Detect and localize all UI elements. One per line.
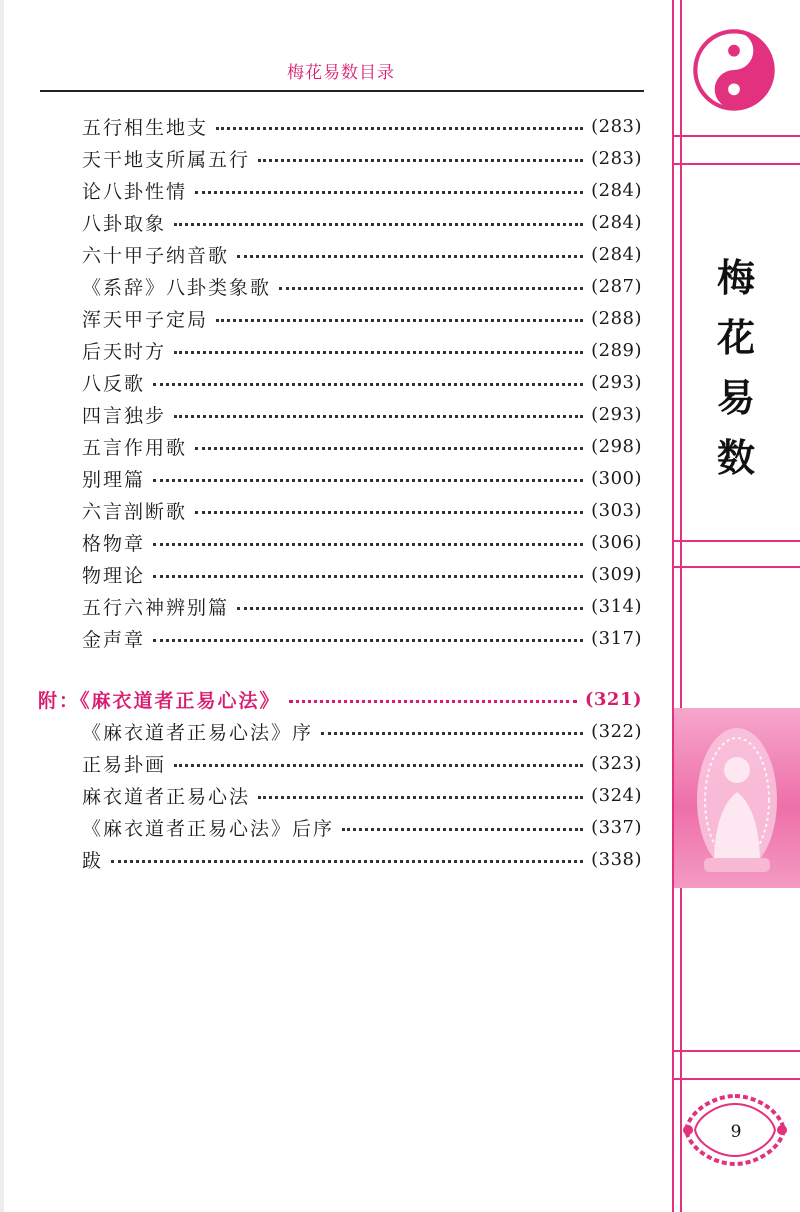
toc-appendix-title: 附：《麻衣道者正易心法》: [38, 689, 281, 712]
toc-entry[interactable]: [82, 207, 642, 237]
toc-entry-page: (303): [591, 499, 642, 521]
toc-entry[interactable]: [82, 239, 642, 269]
toc-entry-page: (289): [591, 339, 642, 361]
leader-dots: [174, 223, 583, 226]
sidebar-rule: [672, 566, 800, 568]
toc-entry[interactable]: [82, 559, 642, 589]
toc-entry[interactable]: [82, 812, 642, 842]
toc-entry[interactable]: [82, 399, 642, 429]
toc-entry[interactable]: [82, 780, 642, 810]
toc-entry-page: (293): [591, 403, 642, 425]
toc-entry[interactable]: [82, 527, 642, 557]
toc-entry[interactable]: [82, 716, 642, 746]
toc-entry-title: 论八卦性情: [82, 180, 188, 203]
toc-entry-page: (283): [591, 115, 642, 137]
spine-char: 花: [716, 315, 755, 360]
toc-entry-title: 跋: [82, 849, 104, 872]
toc-entry[interactable]: [82, 495, 642, 525]
buddha-statue-image: [674, 708, 800, 888]
leader-dots: [111, 860, 583, 863]
toc-entry[interactable]: [82, 591, 642, 621]
toc-entry-page: (298): [591, 435, 642, 457]
toc-appendix-heading[interactable]: [38, 684, 642, 714]
toc-entry[interactable]: [82, 303, 642, 333]
toc-entry-page: (284): [591, 243, 642, 265]
toc-entry-page: (309): [591, 563, 642, 585]
toc-entry-page: (283): [591, 147, 642, 169]
leader-dots: [321, 732, 583, 735]
toc-entry[interactable]: [82, 271, 642, 301]
toc-entry-page: (284): [591, 179, 642, 201]
leader-dots: [258, 159, 583, 162]
toc-entry-page: (314): [591, 595, 642, 617]
toc-entry[interactable]: [82, 367, 642, 397]
toc-entry[interactable]: [82, 335, 642, 365]
toc-entry-title: 八卦取象: [82, 212, 167, 235]
sidebar-border-inner: [680, 0, 682, 1212]
toc-entry-page: (337): [591, 816, 642, 838]
leader-dots: [153, 639, 583, 642]
leader-dots: [279, 287, 583, 290]
toc-entry-title: 物理论: [82, 564, 146, 587]
toc-entry-page: (287): [591, 275, 642, 297]
toc-entry-page: (284): [591, 211, 642, 233]
buddha-statue-icon: [674, 708, 800, 888]
toc-entry[interactable]: [82, 844, 642, 874]
page-number: 9: [730, 1122, 742, 1142]
toc-entry-title: 八反歌: [82, 372, 146, 395]
leader-dots: [153, 383, 583, 386]
leader-dots: [195, 447, 583, 450]
toc-entry-title: 麻衣道者正易心法: [82, 785, 251, 808]
toc-entry-page: (288): [591, 307, 642, 329]
sidebar-rule: [672, 163, 800, 165]
toc-entry-page: (293): [591, 371, 642, 393]
leader-dots: [153, 575, 583, 578]
toc-entry-title: 《麻衣道者正易心法》序: [82, 721, 314, 744]
leader-dots: [174, 415, 583, 418]
toc-entry-title: 格物章: [82, 532, 146, 555]
toc-entry-title: 《麻衣道者正易心法》后序: [82, 817, 335, 840]
toc-entry[interactable]: [82, 431, 642, 461]
toc-entry-title: 后天时方: [82, 340, 167, 363]
taiji-icon: [692, 28, 776, 112]
toc-entry-title: 金声章: [82, 628, 146, 651]
sidebar-rule: [672, 1078, 800, 1080]
sidebar-rule: [672, 540, 800, 542]
toc-entry[interactable]: [82, 623, 642, 653]
spine-title: [672, 248, 800, 488]
leader-dots: [258, 796, 583, 799]
toc-entry[interactable]: [82, 463, 642, 493]
toc-appendix-page: (321): [584, 688, 642, 710]
toc-entry-title: 四言独步: [82, 404, 167, 427]
spine-char: 梅: [716, 255, 755, 300]
spine-char: 易: [716, 375, 755, 420]
toc-entry-title: 别理篇: [82, 468, 146, 491]
toc-entry-title: 五行相生地支: [82, 116, 209, 139]
leader-dots: [195, 511, 583, 514]
leader-dots: [153, 543, 583, 546]
page-header-title: 梅花易数目录: [287, 63, 395, 83]
leader-dots: [237, 255, 583, 258]
leader-dots: [342, 828, 583, 831]
toc-entry[interactable]: [82, 143, 642, 173]
leader-dots: [289, 700, 577, 703]
toc-entry-page: (322): [591, 720, 642, 742]
toc-entry-title: 天干地支所属五行: [82, 148, 251, 171]
spine-char: 数: [716, 435, 755, 480]
leader-dots: [216, 319, 583, 322]
leader-dots: [195, 191, 583, 194]
sidebar-rule: [672, 135, 800, 137]
toc-entry-page: (317): [591, 627, 642, 649]
toc-entry-page: (338): [591, 848, 642, 870]
toc-entry-page: (323): [591, 752, 642, 774]
toc-entry-page: (324): [591, 784, 642, 806]
sidebar-border-left: [672, 0, 674, 1212]
toc-entry[interactable]: [82, 175, 642, 205]
sidebar-rule: [672, 1050, 800, 1052]
toc-entry-title: 浑天甲子定局: [82, 308, 209, 331]
toc-entry[interactable]: [82, 748, 642, 778]
leader-dots: [153, 479, 583, 482]
toc-entry-title: 正易卦画: [82, 753, 167, 776]
decorative-sidebar: [672, 0, 800, 1212]
toc-entry-title: 《系辞》八卦类象歌: [82, 276, 272, 299]
toc-entry-page: (300): [591, 467, 642, 489]
leader-dots: [174, 764, 583, 767]
leader-dots: [237, 607, 583, 610]
toc-entry-title: 五行六神辨别篇: [82, 596, 230, 619]
leader-dots: [216, 127, 583, 130]
toc-entry-title: 六十甲子纳音歌: [82, 244, 230, 267]
toc-entry-title: 五言作用歌: [82, 436, 188, 459]
toc-entry-page: (306): [591, 531, 642, 553]
toc-entry[interactable]: [82, 111, 642, 141]
leader-dots: [174, 351, 583, 354]
toc-entry-title: 六言剖断歌: [82, 500, 188, 523]
